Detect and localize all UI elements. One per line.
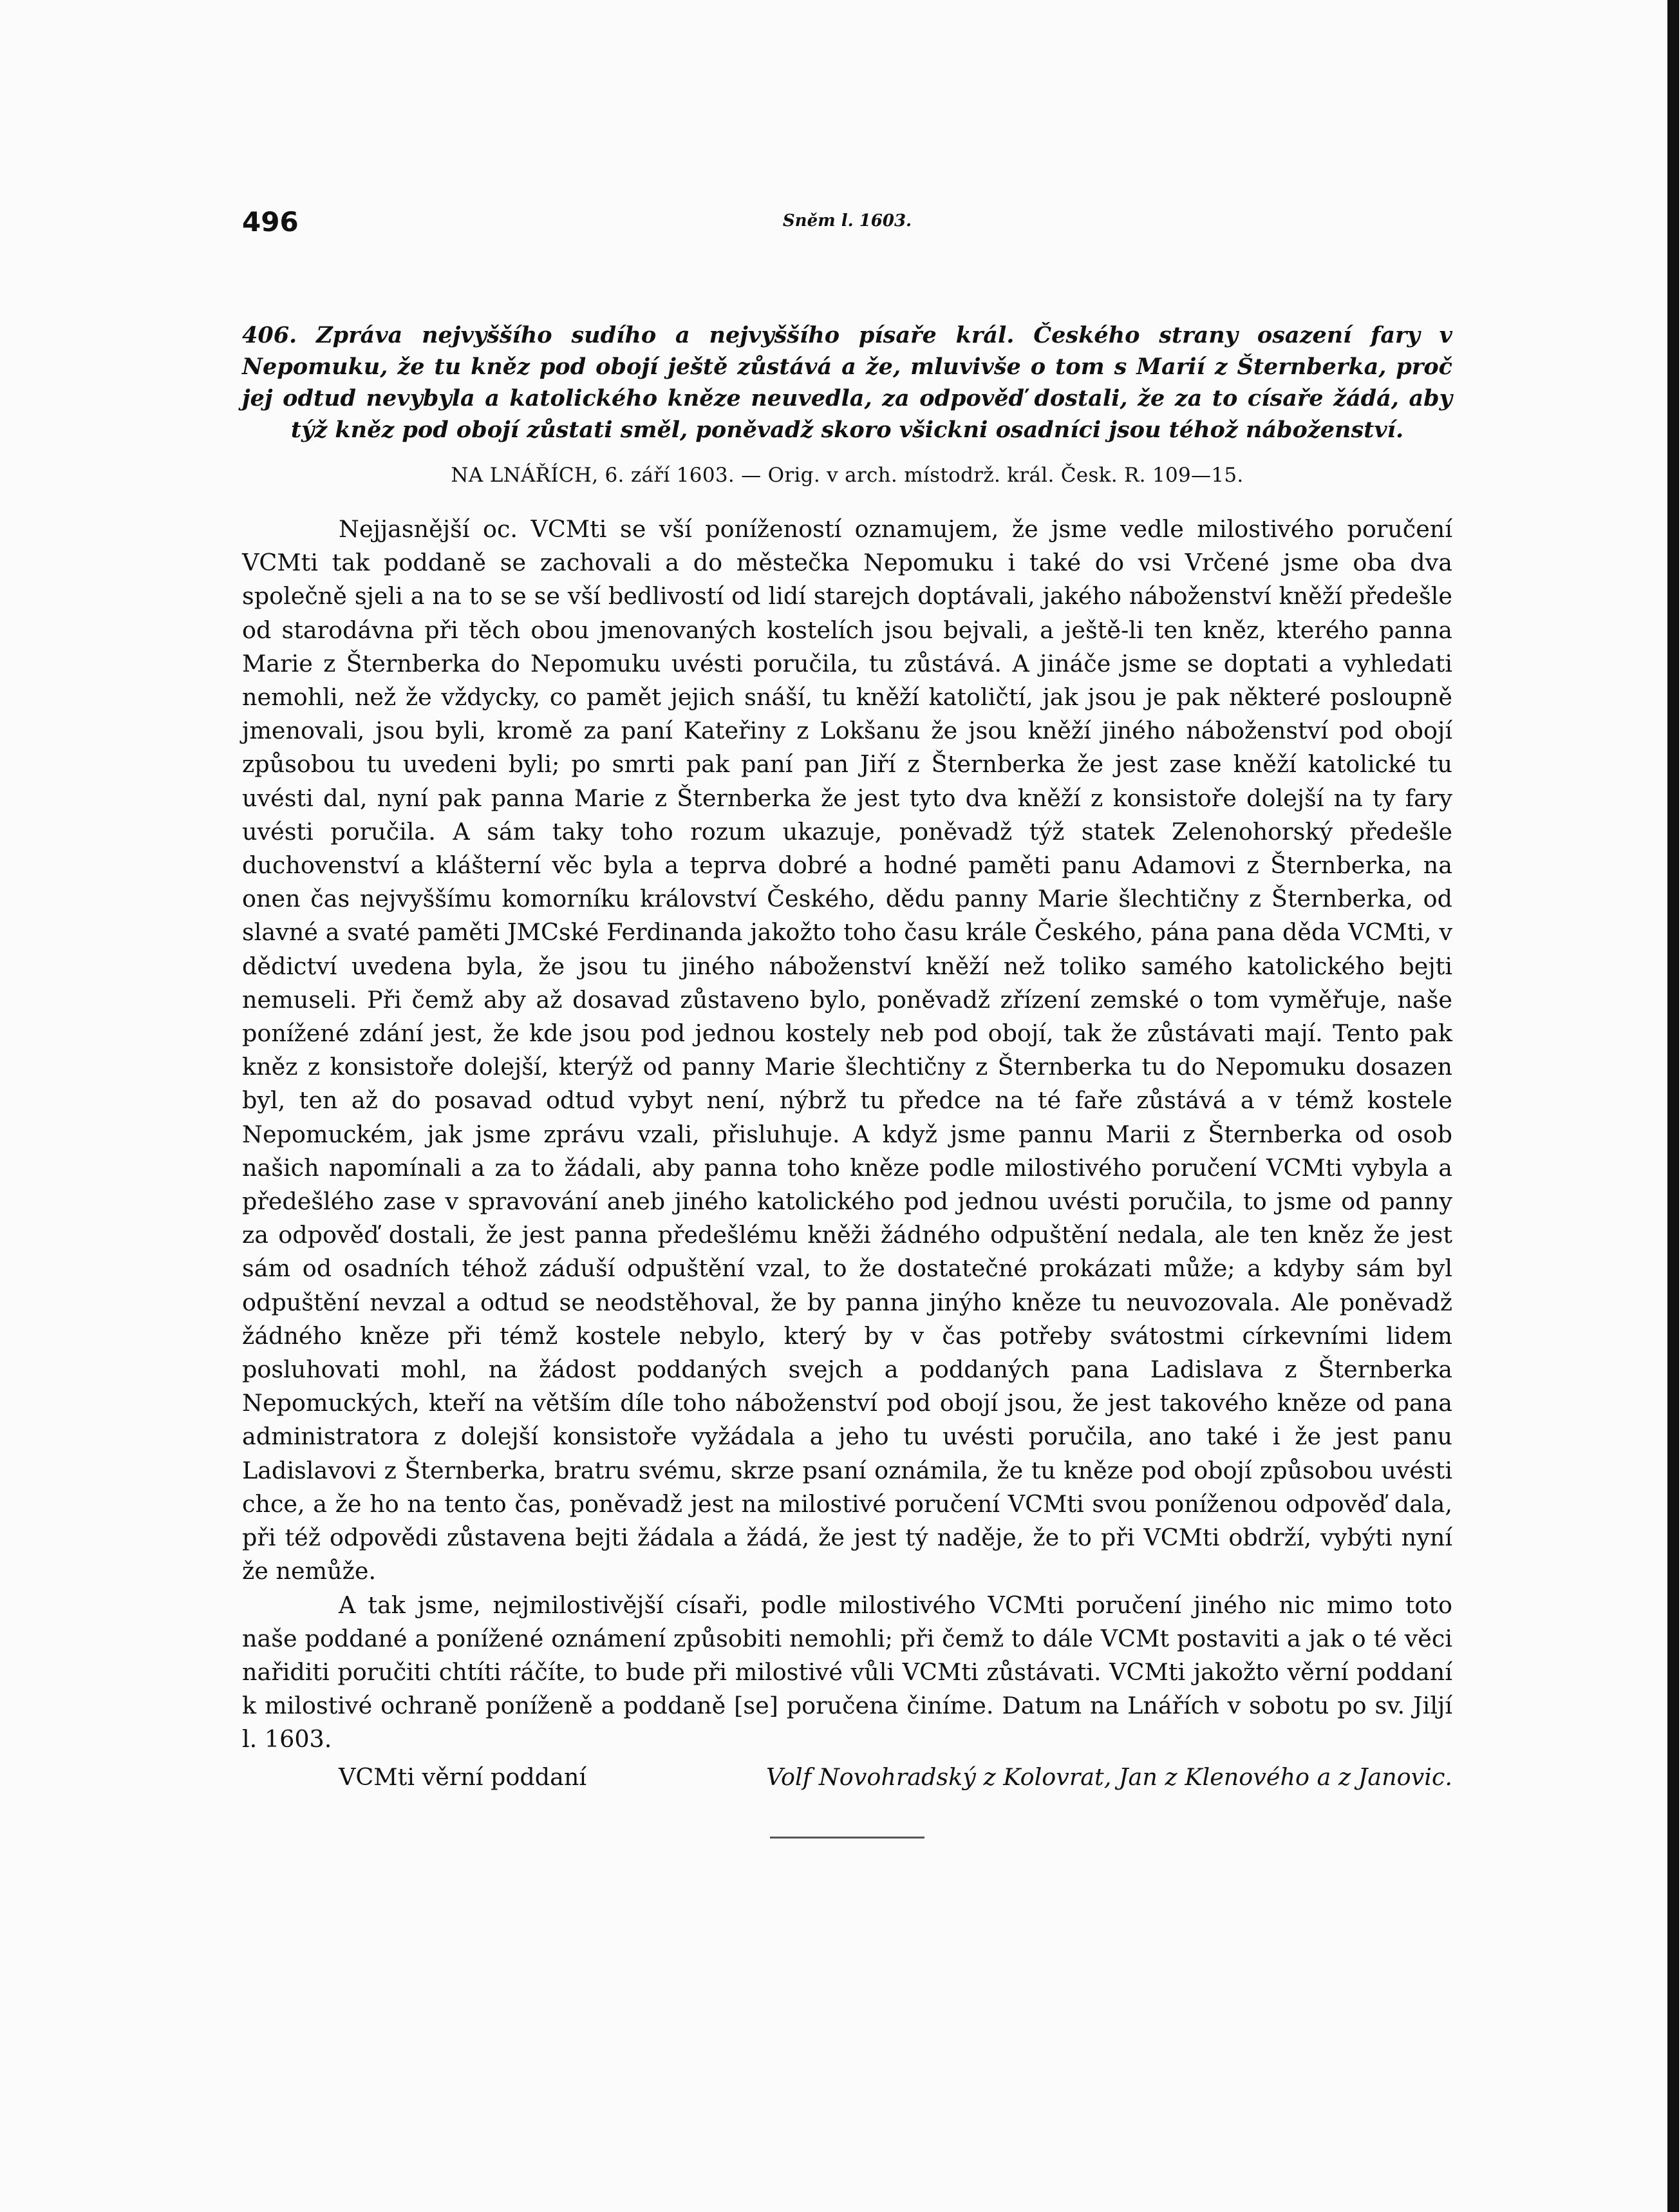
running-title: Sněm l. 1603. — [782, 211, 912, 231]
scan-border — [1667, 0, 1679, 2212]
page-number: 496 — [242, 206, 299, 238]
signature-block — [242, 1761, 1452, 1795]
source-citation: NA LNÁŘÍCH, 6. září 1603. — Orig. v arch. místodrž. král. Česk. R. 109—15. — [451, 464, 1244, 487]
body-paragraph: A tak jsme, nejmilostivější císaři, podle milostivého VCMti poručení jiného nic mimo toto naše poddané a ponížené oznámení způsobiti nemohli; při čemž to dále VCMt postaviti a jak o té věci nařiditi poručiti chtíti ráčíte, to bude při milostivé vůli VCMti zůstávati. VCMti jakožto věrní poddaní k milostivé ochraně poníženě a poddaně [se] poručena činíme. Datum na Lnářích v sobotu po sv. Jiljí l. 1603. — [242, 1591, 1452, 1754]
end-divider — [770, 1837, 924, 1839]
closing-salutation: VCMti věrní poddaní — [339, 1763, 587, 1791]
document-headline: 406. Zpráva nejvyššího sudího a nejvyššího písaře král. Českého strany osazení fary v Nepomuku, že tu kněz pod obojí ještě zůstává a že, mluvivše o tom s Marií z Šternberka, proč jej odtud nevybyla a katolického kněze neuvedla, za odpověď dostali, že za to císaře žádá, aby týž kněz pod obojí zůstati směl, poněvadž skoro všickni osadníci jsou téhož náboženství. — [242, 322, 1452, 443]
document-page — [242, 206, 1452, 1839]
body-paragraph: Nejjasnější oc. VCMti se vší ponížeností oznamujem, že jsme vedle milostivého poručení VCMti tak poddaně se zachovali a do městečka Nepomuku i také do vsi Vrčené jsme oba dva společně sjeli a na to se se vší bedlivostí od lidí starejch doptávali, jakého náboženství kněží předešle od starodávna při těch obou jmenovaných kostelích jsou bejvali, a ještě-li ten kněz, kterého panna Marie z Šternberka do Nepomuku uvésti poručila, tu zůstává. A jináče jsme se doptati a vyhledati nemohli, než že vždycky, co pamět jejich snáší, tu kněží katoličtí, jak jsou je pak některé posloupně jmenovali, jsou byli, kromě za paní Kateřiny z Lokšanu že jsou kněží jiného náboženství pod obojí způsobou tu uvedeni byli; po smrti pak paní pan Jiří z Šternberka že jest zase kněží katolické tu uvésti dal, nyní pak panna Marie z Šternberka že jest tyto dva kněží z konsistoře dolejší na ty fary uvésti poručila. A sám taky toho rozum ukazuje, poněvadž týž statek Zelenohorský předešle duchovenství a klášterní věc byla a teprva dobré a hodné paměti panu Adamovi z Šternberka, na onen čas nejvyššímu komorníku království Českého, dědu panny Marie šlechtičny z Šternberka, od slavné a svaté paměti JMCské Ferdinanda jakožto toho času krále Českého, pána pana děda VCMti, v dědictví uvedena byla, že jsou tu jiného náboženství kněží než toliko samého katolického bejti nemuseli. Při čemž aby až dosavad zůstaveno bylo, poněvadž zřízení zemské o tom vyměřuje, naše ponížené zdání jest, že kde jsou pod jednou kostely neb pod obojí, tak že zůstávati mají. Tento pak kněz z konsistoře dolejší, kterýž od panny Marie šlechtičny z Šternberka tu do Nepomuku dosazen byl, ten až do posavad odtud vybyt není, nýbrž tu předce na té faře zůstává a v témž kostele Nepomuckém, jak jsme zprávu vzali, přisluhuje. A když jsme pannu Marii z Šternberka od osob našich napomínali a za to žádali, aby panna toho kněze podle milostivého poručení VCMti vybyla a předešlého zase v spravování aneb jiného katolického pod jednou uvésti poručila, to jsme od panny za odpověď dostali, že jest panna předešlému kněži žádného odpuštění nedala, ale ten kněz že jest sám od osadních téhož záduší odpuštění vzal, to že dostatečné prokázati může; a kdyby sám byl odpuštění nevzal a odtud se neodstěhoval, že by panna jinýho kněze tu neuvozovala. Ale poněvadž žádného kněze při témž kostele nebylo, který by v čas potřeby svátostmi církevními lidem posluhovati mohl, na žádost poddaných svejch a poddaných pana Ladislava z Šternberka Nepomuckých, kteří na větším díle toho náboženství pod obojí jsou, že jest takového kněze od pana administratora z dolejší konsistoře vyžádala a jeho tu uvésti poručila, ano také i že jest panu Ladislavovi z Šternberka, bratru svému, skrze psaní oznámila, že tu kněze pod obojí způsobou uvésti chce, a že ho na tento čas, poněvadž jest na milostivé poručení VCMti svou poníženou odpověď dala, při též odpovědi zůstavena bejti žádala a žádá, že jest tý naděje, že to při VCMti obdrží, vybýti nyní že nemůže. — [242, 515, 1452, 1585]
page-header — [242, 206, 1452, 247]
signers: Volf Novohradský z Kolovrat, Jan z Klenového a z Janovic. — [766, 1763, 1452, 1791]
